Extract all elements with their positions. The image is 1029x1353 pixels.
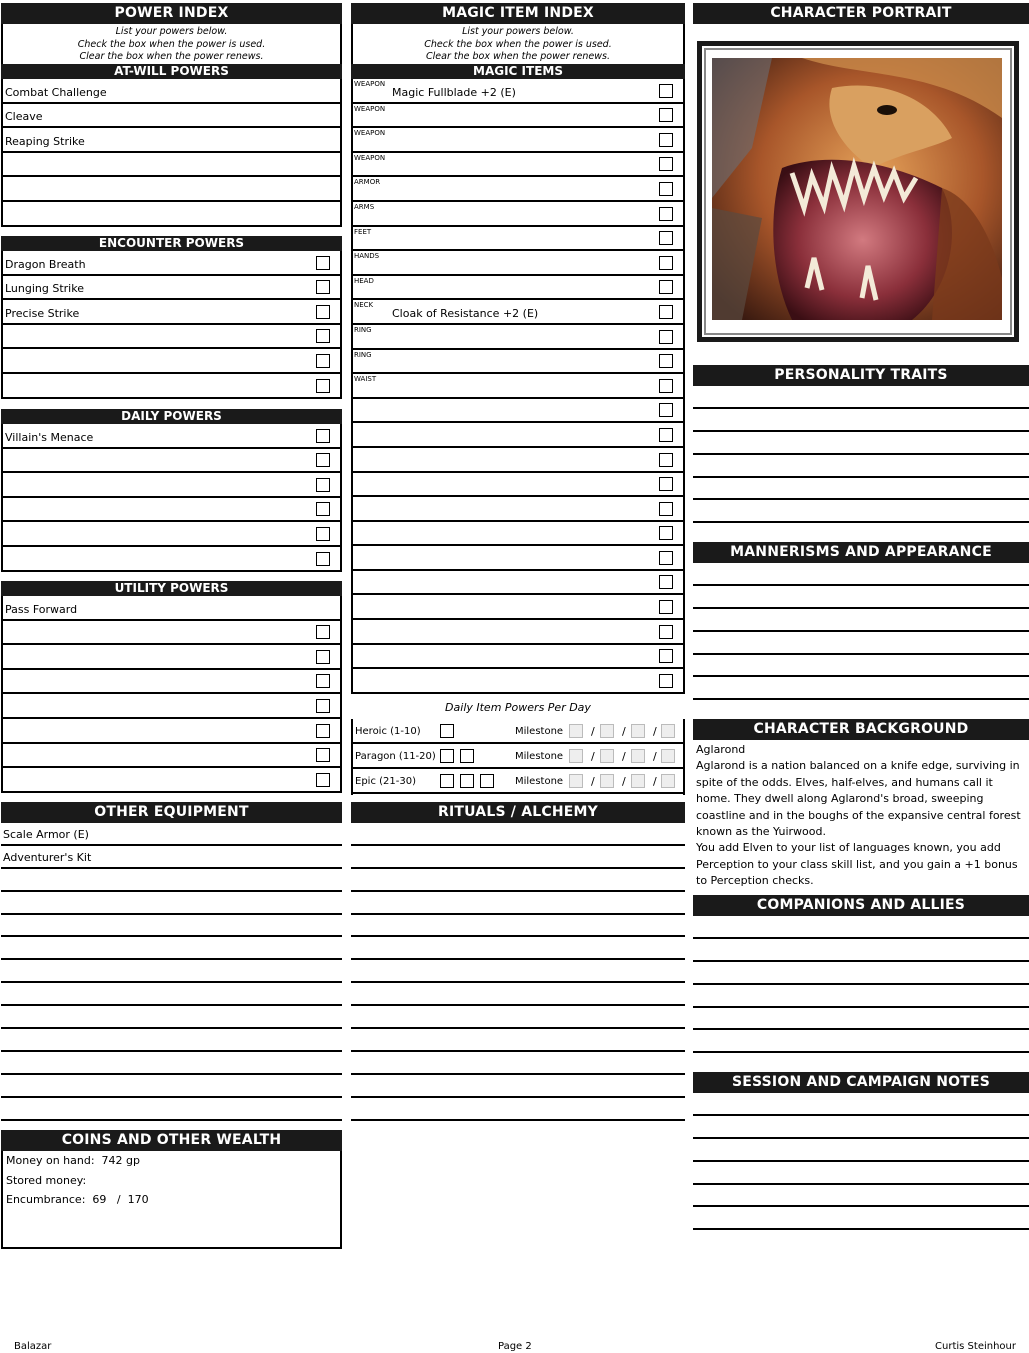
magic-item-row <box>353 423 683 448</box>
used-checkbox[interactable] <box>316 429 330 443</box>
used-checkbox[interactable] <box>659 231 673 245</box>
background-name: Aglarond <box>696 743 746 756</box>
ritual-line[interactable] <box>351 869 685 892</box>
power-row <box>3 374 340 399</box>
equipment-line[interactable] <box>1 1006 342 1029</box>
background-paragraph: Aglarond is a nation balanced on a knife edge, surviving in spite of the odds. Elves, half-elves, and humans call it home. They dwell along Aglarond's broad, sweeping coastline and in the boughs of the expansive central forest known as the Yuirwood. <box>696 759 1021 839</box>
power-row <box>3 498 340 523</box>
magic-item-row <box>353 104 683 129</box>
magic-items-subtitle: MAGIC ITEMS <box>351 64 685 79</box>
used-checkbox[interactable] <box>659 502 673 516</box>
milestone-box[interactable] <box>631 749 645 763</box>
magic-item-row <box>353 620 683 645</box>
item-name[interactable]: Magic Fullblade +2 (E) <box>392 85 516 99</box>
magic-item-row <box>353 153 683 178</box>
magic-item-row <box>353 227 683 252</box>
text-line[interactable] <box>693 1030 1029 1053</box>
text-line[interactable] <box>693 1139 1029 1162</box>
milestone-box[interactable] <box>631 774 645 788</box>
text-line[interactable] <box>693 432 1029 455</box>
ritual-line[interactable] <box>351 937 685 960</box>
milestone-box[interactable] <box>569 724 583 738</box>
ritual-line[interactable] <box>351 846 685 869</box>
slot-label: WEAPON <box>354 129 386 138</box>
equipment-line[interactable] <box>1 1029 342 1052</box>
at-will-list <box>1 79 342 227</box>
magic-item-row <box>353 571 683 596</box>
companions-title: COMPANIONS AND ALLIES <box>693 895 1029 916</box>
tier-checkbox[interactable] <box>460 749 474 763</box>
money-on-hand[interactable]: Money on hand: 742 gp <box>6 1154 141 1167</box>
dragon-portrait <box>712 58 1002 320</box>
magic-item-row <box>353 300 683 325</box>
used-checkbox[interactable] <box>316 527 330 541</box>
power-row <box>3 670 340 695</box>
tier-label: Heroic (1-10) <box>355 726 421 737</box>
used-checkbox[interactable] <box>316 379 330 393</box>
power-row[interactable]: Combat Challenge <box>3 79 340 104</box>
instruction-line: Clear the box when the power renews. <box>79 51 264 62</box>
slot-label: ARMS <box>354 202 375 211</box>
power-row <box>3 645 340 670</box>
equipment-line[interactable] <box>1 1098 342 1121</box>
item-name[interactable]: Cloak of Resistance +2 (E) <box>392 306 539 320</box>
equipment-line[interactable]: Adventurer's Kit <box>1 846 342 869</box>
used-checkbox[interactable] <box>659 453 673 467</box>
ritual-line[interactable] <box>351 1006 685 1029</box>
used-checkbox[interactable] <box>316 502 330 516</box>
equipment-line[interactable] <box>1 983 342 1006</box>
magic-item-row <box>353 374 683 399</box>
wealth-title: COINS AND OTHER WEALTH <box>1 1130 342 1151</box>
text-line[interactable] <box>693 1093 1029 1116</box>
equipment-line[interactable] <box>1 915 342 938</box>
background-text <box>696 742 1026 890</box>
used-checkbox[interactable] <box>316 773 330 787</box>
milestone-box[interactable] <box>631 724 645 738</box>
text-line[interactable] <box>693 962 1029 985</box>
used-checkbox[interactable] <box>316 674 330 688</box>
used-checkbox[interactable] <box>659 625 673 639</box>
power-row <box>3 621 340 646</box>
used-checkbox[interactable] <box>659 280 673 294</box>
milestone-separator: / <box>622 750 626 763</box>
magic-item-row <box>353 128 683 153</box>
ritual-line[interactable] <box>351 960 685 983</box>
instruction-line: Check the box when the power is used. <box>77 38 266 50</box>
daily-item-powers <box>351 719 685 795</box>
magic-item-row <box>353 522 683 547</box>
used-checkbox[interactable] <box>659 477 673 491</box>
text-line[interactable] <box>693 586 1029 609</box>
equipment-line[interactable] <box>1 937 342 960</box>
slot-label: NECK <box>354 301 374 310</box>
milestone-separator: / <box>653 725 657 738</box>
text-line[interactable] <box>693 1185 1029 1208</box>
encumbrance[interactable]: Encumbrance: 69 / 170 <box>6 1193 149 1206</box>
used-checkbox[interactable] <box>659 133 673 147</box>
used-checkbox[interactable] <box>659 354 673 368</box>
power-row <box>3 744 340 769</box>
tier-checkbox[interactable] <box>460 774 474 788</box>
milestone-separator: / <box>622 725 626 738</box>
used-checkbox[interactable] <box>316 280 330 294</box>
tier-label: Paragon (11-20) <box>355 751 436 762</box>
at-will-title: AT-WILL POWERS <box>1 64 342 79</box>
daily-title: DAILY POWERS <box>1 409 342 424</box>
equipment-line[interactable] <box>1 869 342 892</box>
slot-label: WEAPON <box>354 80 386 88</box>
personality-lines <box>693 386 1029 523</box>
magic-item-row <box>353 669 683 694</box>
magic-item-row <box>353 276 683 301</box>
text-line[interactable] <box>693 655 1029 678</box>
milestone-box[interactable] <box>569 774 583 788</box>
power-row <box>3 473 340 498</box>
used-checkbox[interactable] <box>316 305 330 319</box>
slot-label: HEAD <box>354 276 374 285</box>
milestone-label: Milestone <box>515 751 564 762</box>
power-index-title: POWER INDEX <box>1 3 342 24</box>
text-line[interactable] <box>693 1207 1029 1230</box>
magic-item-row <box>353 251 683 276</box>
magic-item-row <box>353 399 683 424</box>
magic-item-row <box>353 497 683 522</box>
power-row <box>3 449 340 474</box>
text-line[interactable] <box>693 455 1029 478</box>
power-row[interactable] <box>3 177 340 202</box>
slot-label: WEAPON <box>354 104 386 113</box>
encounter-list <box>1 251 342 399</box>
rituals-title: RITUALS / ALCHEMY <box>351 802 685 823</box>
tier-checkbox[interactable] <box>440 724 454 738</box>
daily-tier-row <box>353 744 683 769</box>
used-checkbox[interactable] <box>316 552 330 566</box>
power-row[interactable]: Pass Forward <box>3 596 340 621</box>
tier-checkbox[interactable] <box>480 774 494 788</box>
used-checkbox[interactable] <box>659 575 673 589</box>
ritual-line[interactable] <box>351 1098 685 1121</box>
text-line[interactable] <box>693 1116 1029 1139</box>
equipment-line[interactable]: Scale Armor (E) <box>1 823 342 846</box>
power-index-instructions <box>1 24 342 64</box>
magic-items-list <box>351 79 685 694</box>
equipment-line[interactable] <box>1 1075 342 1098</box>
instruction-line: Check the box when the power is used. <box>424 38 612 50</box>
magic-item-row <box>353 546 683 571</box>
power-row[interactable] <box>3 153 340 178</box>
text-line[interactable] <box>693 985 1029 1008</box>
power-row: Precise Strike <box>3 300 340 325</box>
milestone-box[interactable] <box>600 749 614 763</box>
daily-list <box>1 424 342 572</box>
session-notes-title: SESSION AND CAMPAIGN NOTES <box>693 1072 1029 1093</box>
used-checkbox[interactable] <box>659 330 673 344</box>
power-row[interactable] <box>3 202 340 227</box>
encounter-title: ENCOUNTER POWERS <box>1 236 342 251</box>
used-checkbox[interactable] <box>659 674 673 688</box>
power-row: Villain's Menace <box>3 424 340 449</box>
ritual-line[interactable] <box>351 983 685 1006</box>
milestone-box[interactable] <box>600 724 614 738</box>
slot-label: ARMOR <box>354 178 381 187</box>
text-line[interactable] <box>693 478 1029 501</box>
used-checkbox[interactable] <box>659 256 673 270</box>
magic-item-row <box>353 645 683 670</box>
used-checkbox[interactable] <box>659 182 673 196</box>
used-checkbox[interactable] <box>659 157 673 171</box>
used-checkbox[interactable] <box>316 329 330 343</box>
text-line[interactable] <box>693 916 1029 939</box>
ritual-line[interactable] <box>351 1075 685 1098</box>
magic-item-row <box>353 350 683 375</box>
milestone-box[interactable] <box>600 774 614 788</box>
magic-item-row <box>353 177 683 202</box>
background-paragraph: You add Elven to your list of languages known, you add Perception to your class skill list, and you gain a +1 bonus to Perception checks. <box>696 841 1018 888</box>
used-checkbox[interactable] <box>659 403 673 417</box>
power-row <box>3 325 340 350</box>
used-checkbox[interactable] <box>316 650 330 664</box>
magic-item-row <box>353 325 683 350</box>
milestone-label: Milestone <box>515 776 564 787</box>
instruction-line: List your powers below. <box>115 26 228 37</box>
used-checkbox[interactable] <box>659 207 673 221</box>
milestone-box[interactable] <box>661 774 675 788</box>
milestone-separator: / <box>653 775 657 788</box>
portrait-title: CHARACTER PORTRAIT <box>693 3 1029 24</box>
footer-player-name: Curtis Steinhour <box>935 1341 1016 1352</box>
used-checkbox[interactable] <box>316 354 330 368</box>
text-line[interactable] <box>693 632 1029 655</box>
power-row <box>3 522 340 547</box>
daily-tier-row <box>353 769 683 794</box>
power-row <box>3 768 340 793</box>
footer-character-name: Balazar <box>14 1341 52 1352</box>
ritual-line[interactable] <box>351 892 685 915</box>
text-line[interactable] <box>693 677 1029 700</box>
daily-tier-row <box>353 719 683 744</box>
used-checkbox[interactable] <box>316 625 330 639</box>
equipment-line[interactable] <box>1 1052 342 1075</box>
power-row <box>3 349 340 374</box>
power-row: Dragon Breath <box>3 251 340 276</box>
dragon-portrait-image <box>712 58 1002 320</box>
personality-title: PERSONALITY TRAITS <box>693 365 1029 386</box>
text-line[interactable] <box>693 386 1029 409</box>
equipment-line[interactable] <box>1 892 342 915</box>
used-checkbox[interactable] <box>316 748 330 762</box>
magic-item-row <box>353 448 683 473</box>
text-line[interactable] <box>693 500 1029 523</box>
slot-label: WAIST <box>354 375 377 384</box>
utility-title: UTILITY POWERS <box>1 581 342 596</box>
ritual-line[interactable] <box>351 915 685 938</box>
text-line[interactable] <box>693 563 1029 586</box>
session-notes-lines <box>693 1093 1029 1230</box>
power-row: Lunging Strike <box>3 276 340 301</box>
milestone-box[interactable] <box>569 749 583 763</box>
daily-item-powers-title: Daily Item Powers Per Day <box>445 701 591 714</box>
rituals-list <box>351 823 685 1121</box>
power-row <box>3 694 340 719</box>
text-line[interactable] <box>693 1008 1029 1031</box>
companions-lines <box>693 916 1029 1053</box>
equipment-list <box>1 823 342 1121</box>
slot-label: HANDS <box>354 252 380 261</box>
other-equipment-title: OTHER EQUIPMENT <box>1 802 342 823</box>
used-checkbox[interactable] <box>659 305 673 319</box>
magic-item-row <box>353 79 683 104</box>
used-checkbox[interactable] <box>659 551 673 565</box>
slot-label: WEAPON <box>354 153 386 162</box>
used-checkbox[interactable] <box>659 600 673 614</box>
power-row <box>3 547 340 572</box>
slot-label: RING <box>354 350 372 359</box>
used-checkbox[interactable] <box>316 478 330 492</box>
used-checkbox[interactable] <box>316 453 330 467</box>
text-line[interactable] <box>693 609 1029 632</box>
milestone-label: Milestone <box>515 726 564 737</box>
milestone-separator: / <box>591 725 595 738</box>
instruction-line: Clear the box when the power renews. <box>426 51 610 62</box>
used-checkbox[interactable] <box>659 526 673 540</box>
ritual-line[interactable] <box>351 1052 685 1075</box>
mannerisms-lines <box>693 563 1029 700</box>
ritual-line[interactable] <box>351 823 685 846</box>
background-title: CHARACTER BACKGROUND <box>693 719 1029 740</box>
utility-list <box>1 596 342 793</box>
magic-item-row <box>353 595 683 620</box>
text-line[interactable] <box>693 409 1029 432</box>
power-row[interactable]: Cleave <box>3 104 340 129</box>
used-checkbox[interactable] <box>316 256 330 270</box>
tier-label: Epic (21-30) <box>355 776 416 787</box>
used-checkbox[interactable] <box>659 84 673 98</box>
milestone-separator: / <box>591 750 595 763</box>
milestone-separator: / <box>653 750 657 763</box>
text-line[interactable] <box>693 1162 1029 1185</box>
used-checkbox[interactable] <box>316 699 330 713</box>
used-checkbox[interactable] <box>316 724 330 738</box>
magic-item-row <box>353 473 683 498</box>
used-checkbox[interactable] <box>659 428 673 442</box>
tier-checkbox[interactable] <box>440 749 454 763</box>
magic-item-row <box>353 202 683 227</box>
milestone-separator: / <box>622 775 626 788</box>
slot-label: FEET <box>354 227 372 236</box>
milestone-box[interactable] <box>661 749 675 763</box>
used-checkbox[interactable] <box>659 649 673 663</box>
used-checkbox[interactable] <box>659 379 673 393</box>
text-line[interactable] <box>693 939 1029 962</box>
milestone-box[interactable] <box>661 724 675 738</box>
equipment-line[interactable] <box>1 960 342 983</box>
ritual-line[interactable] <box>351 1029 685 1052</box>
tier-checkbox[interactable] <box>440 774 454 788</box>
instruction-line: List your powers below. <box>462 26 574 37</box>
footer-page-number: Page 2 <box>498 1341 532 1352</box>
mannerisms-title: MANNERISMS AND APPEARANCE <box>693 542 1029 563</box>
power-row[interactable]: Reaping Strike <box>3 128 340 153</box>
used-checkbox[interactable] <box>659 108 673 122</box>
slot-label: RING <box>354 325 372 334</box>
stored-money[interactable]: Stored money: <box>6 1173 87 1187</box>
power-row <box>3 719 340 744</box>
milestone-separator: / <box>591 775 595 788</box>
wealth-box <box>1 1151 342 1249</box>
magic-item-instructions <box>351 24 685 64</box>
magic-item-index-title: MAGIC ITEM INDEX <box>351 3 685 24</box>
